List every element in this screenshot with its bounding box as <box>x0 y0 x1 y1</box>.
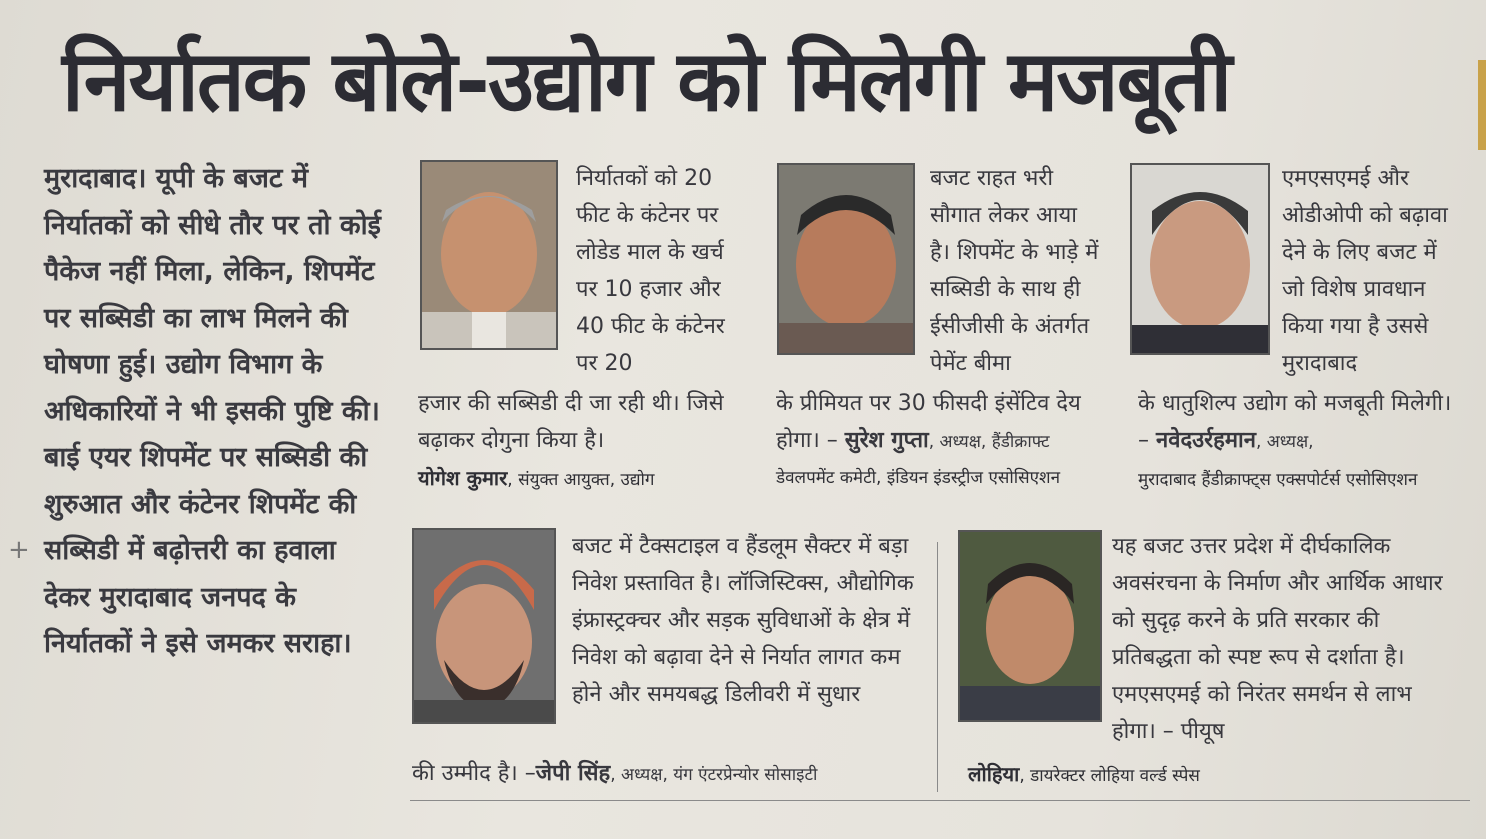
quote-4-role: , अध्यक्ष, यंग एंटरप्रेन्योर सोसाइटी <box>610 765 818 785</box>
quote-1-side-text: निर्यातकों को 20 फीट के कंटेनर पर लोडेड माल के खर्च पर 10 हजार और 40 फीट के कंटेनर पर 20 <box>576 166 725 376</box>
quote-2-body: के प्रीमियत पर 30 फीसदी इंसेंटिव देय होगा। – <box>776 391 1081 453</box>
quote-5-role: , डायरेक्टर लोहिया वर्ल्ड स्पेस <box>1019 766 1200 786</box>
quote-3-text <box>1138 385 1468 461</box>
quote-1-attribution <box>418 466 655 492</box>
page-edge-strip <box>1478 60 1486 150</box>
portrait-yogesh-kumar <box>420 160 558 350</box>
intro-paragraph: मुरादाबाद। यूपी के बजट में निर्यातकों को सीधे तौर पर तो कोई पैकेज नहीं मिला, लेकिन, शिपमेंट पर सब्सिडी का लाभ मिलने की घोषणा हुई। उद्योग विभाग के अधिकारियों ने भी इसकी पुष्टि की। बाई एयर शिपमेंट पर सब्सिडी की शुरुआत और कंटेनर शिपमेंट की सब्सिडी में बढ़ोत्तरी का हवाला देकर मुरादाबाद जनपद के निर्यातकों ने इसे जमकर सराहा। <box>44 163 381 659</box>
portrait-piyush-lohia <box>958 530 1102 722</box>
column-divider <box>937 542 938 792</box>
headline: निर्यातक बोले-उद्योग को मिलेगी मजबूती <box>62 32 1231 130</box>
portrait-navedurrahman <box>1130 163 1270 355</box>
quote-2-text <box>776 385 1106 461</box>
quote-2-side-text: बजट राहत भरी सौगात लेकर आया है। शिपमेंट के भाड़े में सब्सिडी के साथ ही ईसीजीसी के अंतर्गत पेमेंट बीमा <box>930 166 1099 376</box>
quote-1-role: , संयुक्त आयुक्त, उद्योग <box>507 470 655 490</box>
quote-4-body: की उम्मीद है। – <box>412 761 536 786</box>
quote-2-role-line: डेवलपमेंट कमेटी, इंडियन इंडस्ट्रीज एसोसिएशन <box>776 468 1061 488</box>
quote-5-side-text: यह बजट उत्तर प्रदेश में दीर्घकालिक अवसंरचना के निर्माण और आर्थिक आधार को सुदृढ़ करने के प्रति सरकार की प्रतिबद्धता को स्पष्ट रूप से दर्शाता है। एमएसएमई को निरंतर समर्थन से लाभ होगा। – पीयूष <box>1112 534 1443 744</box>
quote-3-body: के धातुशिल्प उद्योग को मजबूती मिलेगी। – <box>1138 391 1452 453</box>
quote-5-attribution <box>968 762 1200 788</box>
quote-3-name: नवेदउर्रहमान <box>1156 428 1256 453</box>
quote-2-name: सुरेश गुप्ता <box>844 428 929 453</box>
quote-4-name: जेपी सिंह <box>535 761 611 786</box>
quote-4-side-text: बजट में टैक्सटाइल व हैंडलूम सैक्टर में बड़ा निवेश प्रस्तावित है। लॉजिस्टिक्स, औद्योगिक इंफ्रास्ट्रक्चर और सड़क सुविधाओं के क्षेत्र में निवेश को बढ़ावा देने से निर्यात लागत कम होने और समयबद्ध डिलीवरी में सुधार <box>572 534 914 707</box>
quote-2-role: , अध्यक्ष, हैंडीक्राफ्ट <box>928 432 1050 452</box>
quote-3-side-text: एमएसएमई और ओडीओपी को बढ़ावा देने के लिए बजट में जो विशेष प्रावधान किया गया है उससे मुरादाबाद <box>1282 166 1448 376</box>
quote-3-role-line: मुरादाबाद हैंडीक्राफ्ट्स एक्सपोर्टर्स एसोसिएशन <box>1138 470 1418 490</box>
bottom-rule <box>410 800 1470 801</box>
quote-5-name: लोहिया <box>968 762 1020 786</box>
quote-3-role: , अध्यक्ष, <box>1255 432 1314 452</box>
quote-1-name: योगेश कुमार <box>418 466 508 490</box>
portrait-suresh-gupta <box>777 163 915 355</box>
quote-1-text: हजार की सब्सिडी दी जा रही थी। जिसे बढ़ाकर दोगुना किया है। <box>418 391 724 453</box>
portrait-jp-singh <box>412 528 556 724</box>
registration-mark-icon: + <box>8 535 30 565</box>
quote-4-text <box>412 755 932 794</box>
